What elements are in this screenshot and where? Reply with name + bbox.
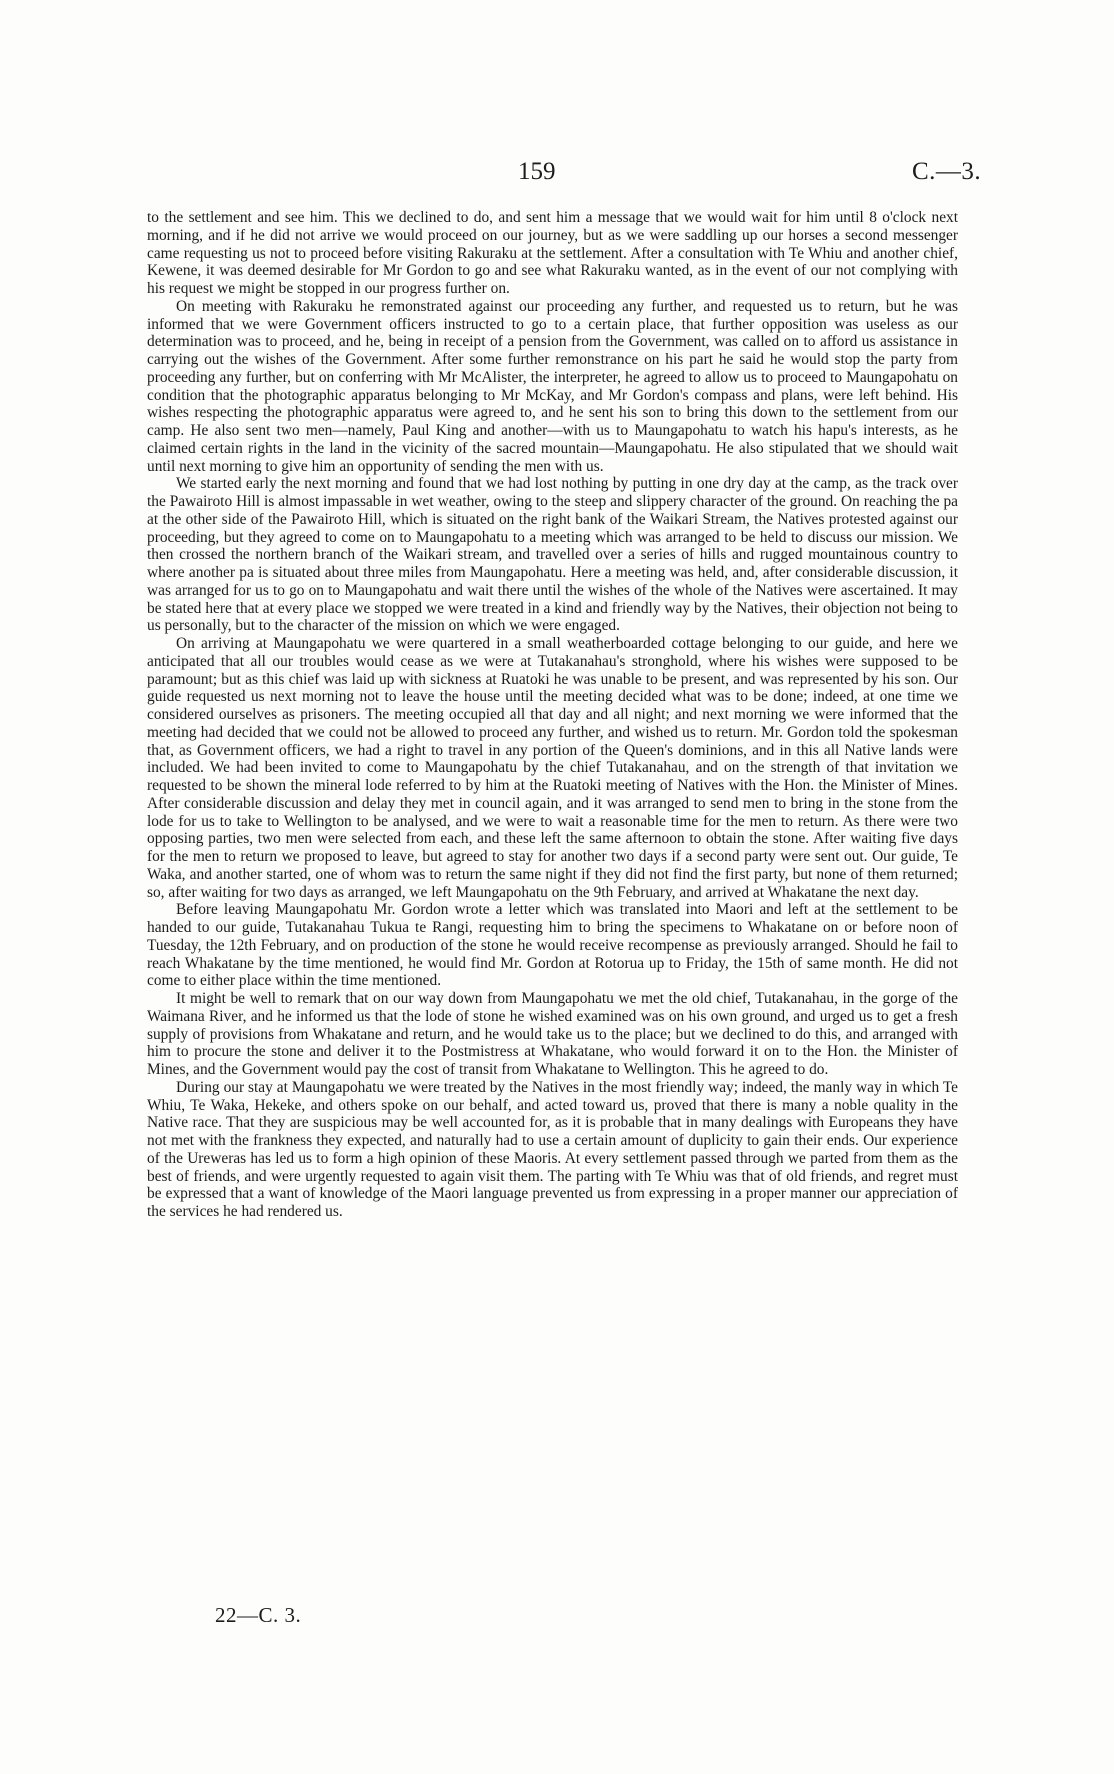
document-code: C.—3. (912, 158, 982, 185)
paragraph-2: On meeting with Rakuraku he remonstrated against our proceeding any further, and requested us to return, but he was informed that we were Government officers instructed to go to a certain place, that further opposition was useless as our determination was to proceed, and he, being in receipt of a pension from the Government, was called on to afford us assistance in carrying out the wishes of the Government. After some further remonstrance on his part he said he would stop the party from proceeding any further, but on conferring with Mr McAlister, the interpreter, he agreed to allow us to proceed to Maungapohatu on condition that the photographic apparatus belonging to Mr McKay, and Mr Gordon's compass and plans, were left behind. His wishes respecting the photographic apparatus were agreed to, and he sent his son to bring this down to the settlement from our camp. He also sent two men—namely, Paul King and another—with us to Maungapohatu to watch his hapu's interests, as he claimed certain rights in the land in the vicinity of the sacred mountain—Maungapohatu. He also stipulated that we should wait until next morning to give him an opportunity of sending the men with us. (147, 297, 958, 475)
page-header (0, 158, 1114, 188)
paragraph-1: to the settlement and see him. This we declined to do, and sent him a message that we would wait for him until 8 o'clock next morning, and if he did not arrive we would proceed on our journey, but as we were saddling up our horses a second messenger came requesting us not to proceed before visiting Rakuraku at the settlement. After a consultation with Te Whiu and another chief, Kewene, it was deemed desirable for Mr Gordon to go and see what Rakuraku wanted, as in the event of our not complying with his request we might be stopped in our progress further on. (147, 209, 958, 297)
paragraph-6: It might be well to remark that on our way down from Maungapohatu we met the old chief, Tutakanahau, in the gorge of the Waimana River, and he informed us that the lode of stone he wished examined was on his own ground, and urged us to get a fresh supply of provisions from Whakatane and return, and he would take us to the place; but we declined to do this, and arranged with him to procure the stone and deliver it to the Postmistress at Whakatane, who would forward it on to the Hon. the Minister of Mines, and the Government would pay the cost of transit from Whakatane to Wellington. This he agreed to do. (147, 990, 958, 1078)
paragraph-3: We started early the next morning and found that we had lost nothing by putting in one dry day at the camp, as the track over the Pawairoto Hill is almost impassable in wet weather, owing to the steep and slippery character of the ground. On reaching the pa at the other side of the Pawairoto Hill, which is situated on the right bank of the Waikari Stream, the Natives protested against our proceeding, but they agreed to come on to Maungapohatu to a meeting which was arranged to be held to discuss our mission. We then crossed the northern branch of the Waikari stream, and travelled over a series of hills and rugged mountainous country to where another pa is situated about three miles from Maungapohatu. Here a meeting was held, and, after considerable discussion, it was arranged for us to go on to Maungapohatu and wait there until the wishes of the whole of the Natives were ascertained. It may be stated here that at every place we stopped we were treated in a kind and friendly way by the Natives, their objection not being to us personally, but to the character of the mission on which we were engaged. (147, 475, 958, 635)
signature-mark: 22—C. 3. (215, 1603, 302, 1627)
paragraph-7: During our stay at Maungapohatu we were treated by the Natives in the most friendly way; indeed, the manly way in which Te Whiu, Te Waka, Hekeke, and others spoke on our behalf, and acted toward us, proved that there is many a noble quality in the Native race. That they are suspicious may be well accounted for, as it is probable that in many dealings with Europeans they have not met with the frankness they expected, and naturally had to use a certain amount of duplicity to gain their ends. Our experience of the Ureweras has led us to form a high opinion of these Maoris. At every settlement passed through we parted from them as the best of friends, and were urgently requested to again visit them. The parting with Te Whiu was that of old friends, and regret must be expressed that a want of knowledge of the Maori language prevented us from expressing in a proper manner our appreciation of the services he had rendered us. (147, 1078, 958, 1220)
paragraph-5: Before leaving Maungapohatu Mr. Gordon wrote a letter which was translated into Maori and left at the settlement to be handed to our guide, Tutakanahau Tukua te Rangi, requesting him to bring the specimens to Whakatane on or before noon of Tuesday, the 12th February, and on production of the stone he would receive recompense as previously arranged. Should he fail to reach Whakatane by the time mentioned, he would find Mr. Gordon at Rotorua up to Friday, the 15th of same month. He did not come to either place within the time mentioned. (147, 901, 958, 990)
page-number: 159 (518, 158, 556, 185)
paragraph-4: On arriving at Maungapohatu we were quartered in a small weatherboarded cottage belonging to our guide, and here we anticipated that all our troubles would cease as we were at Tutakanahau's stronghold, where his wishes were supposed to be paramount; but as this chief was laid up with sickness at Ruatoki he was unable to be present, and was represented by his son. Our guide requested us next morning not to leave the house until the meeting decided what was to be done; indeed, at one time we considered ourselves as prisoners. The meeting occupied all that day and all night; and next morning we were informed that the meeting had decided that we could not be allowed to proceed any further, and wished us to return. Mr. Gordon told the spokesman that, as Government officers, we had a right to travel in any portion of the Queen's dominions, and in this all Native lands were included. We had been invited to come to Maungapohatu by the chief Tutakanahau, and on the strength of that invitation we requested to be shown the mineral lode referred to by him at the Ruatoki meeting of Natives with the Hon. the Minister of Mines. After considerable discussion and delay they met in council again, and it was arranged to send men to bring in the stone from the lode for us to take to Wellington to be analysed, and we were to wait a reasonable time for the men to return. As there were two opposing parties, two men were selected from each, and these left the same afternoon to obtain the stone. After waiting five days for the men to return we proposed to leave, but agreed to stay for another two days if a second party were sent out. Our guide, Te Waka, and another started, one of whom was to return the same night if they did not find the first party, but none of them returned; so, after waiting for two days as arranged, we left Maungapohatu on the 9th February, and arrived at Whakatane the next day. (147, 635, 958, 901)
body-text (147, 209, 958, 1221)
